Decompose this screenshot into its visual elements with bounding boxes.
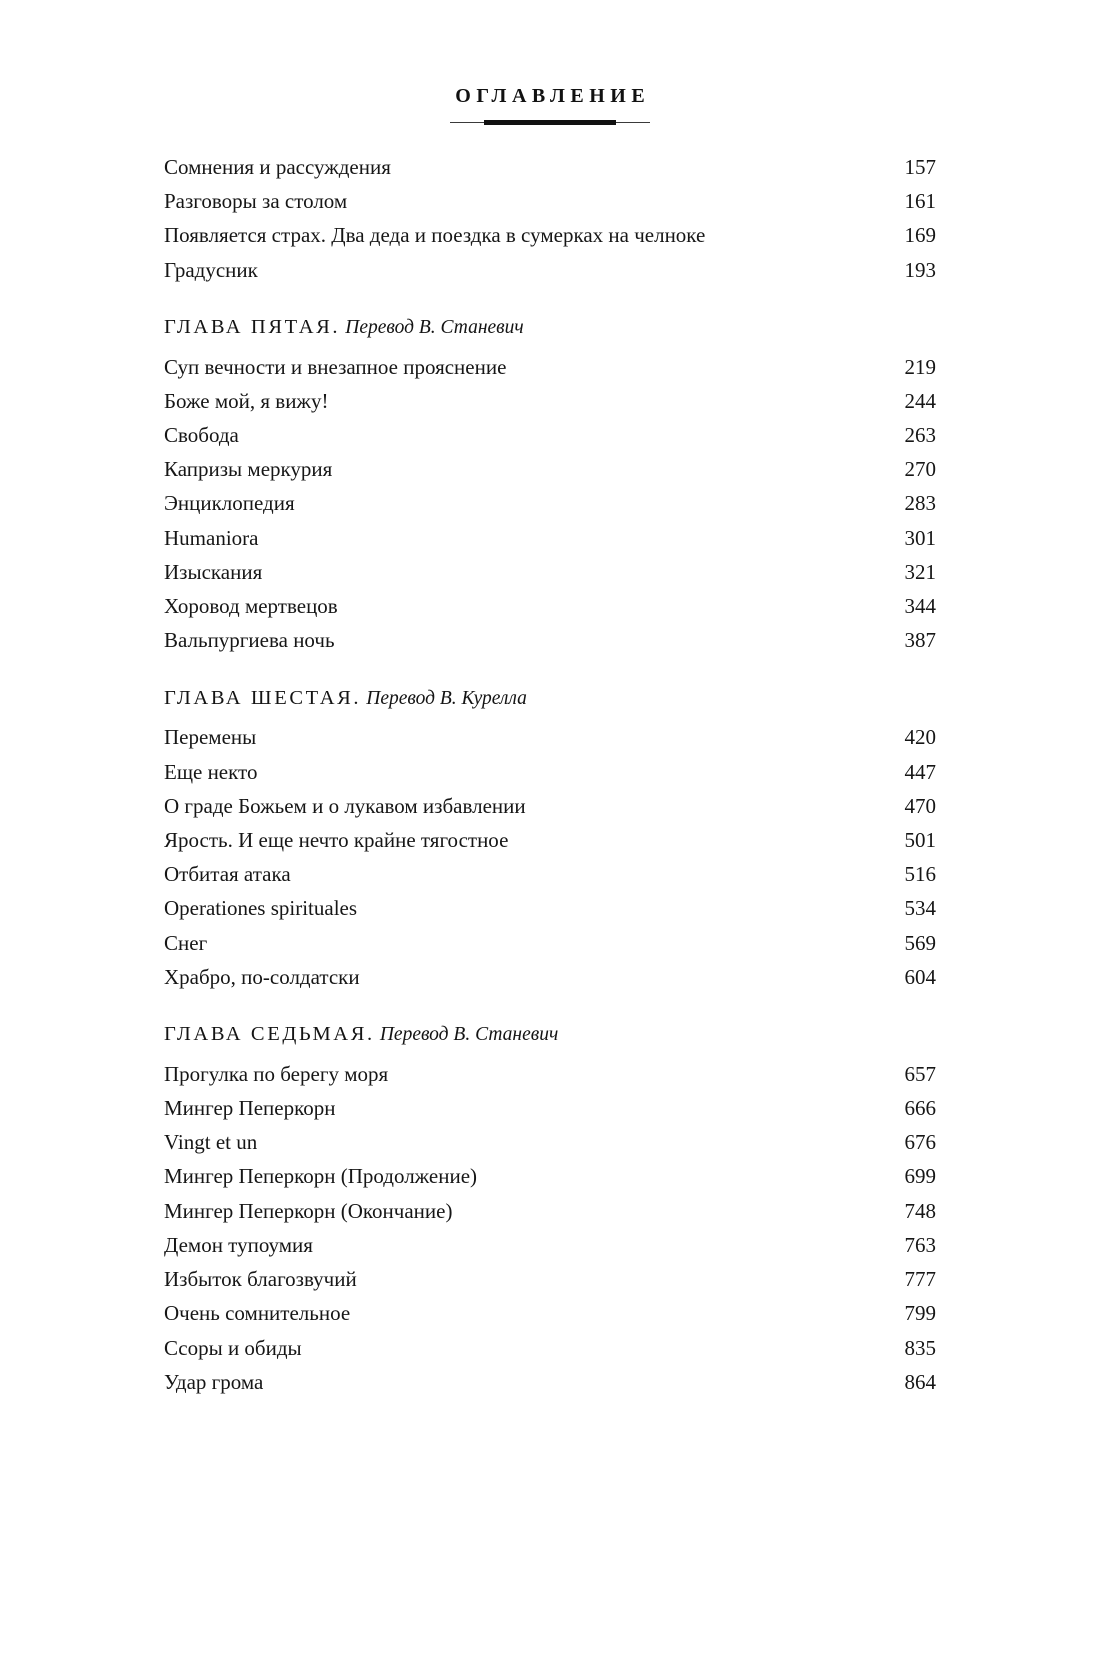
toc-entry[interactable] <box>164 891 936 925</box>
dot-leader <box>303 489 882 510</box>
toc-entry-list <box>164 128 936 1399</box>
toc-group <box>164 994 936 1399</box>
chapter-heading-translator: Перевод В. Станевич <box>345 316 524 338</box>
toc-entry-title: Капризы меркурия <box>164 457 333 482</box>
chapter-heading <box>164 313 936 343</box>
toc-entry-page-number: 219 <box>904 354 936 379</box>
toc-entry[interactable] <box>164 253 936 287</box>
toc-entry-title: Мингер Пеперкорн (Окончание) <box>164 1198 453 1223</box>
dot-leader <box>336 387 882 408</box>
toc-entry[interactable] <box>164 418 936 452</box>
toc-entry[interactable] <box>164 623 936 657</box>
toc-entry-title: Хоровод мертвецов <box>164 594 338 619</box>
dot-leader <box>266 256 882 277</box>
toc-entry-page-number: 604 <box>904 964 936 989</box>
toc-entry[interactable] <box>164 1125 936 1159</box>
dot-leader <box>340 455 882 476</box>
toc-entry-title: Прогулка по берегу моря <box>164 1061 389 1086</box>
toc-entry-title: Удар грома <box>164 1369 264 1394</box>
toc-entry-page-number: 501 <box>904 827 936 852</box>
toc-header <box>0 0 1100 128</box>
toc-entry-page-number: 447 <box>904 759 936 784</box>
dot-leader <box>516 826 882 847</box>
dot-leader <box>358 1299 882 1320</box>
toc-entry[interactable] <box>164 486 936 520</box>
group-spacer <box>164 994 936 1020</box>
toc-entry-title: Humaniora <box>164 525 259 550</box>
toc-entry-page-number: 270 <box>904 457 936 482</box>
decorative-rule <box>450 119 650 128</box>
toc-entry[interactable] <box>164 218 936 252</box>
toc-entry-page-number: 161 <box>904 189 936 214</box>
toc-entry[interactable] <box>164 589 936 623</box>
chapter-heading-name: ГЛАВА СЕДЬМАЯ. <box>164 1023 375 1046</box>
toc-entry[interactable] <box>164 555 936 589</box>
toc-entry-page-number: 777 <box>904 1267 936 1292</box>
toc-entry[interactable] <box>164 384 936 418</box>
toc-entry-page-number: 534 <box>904 896 936 921</box>
toc-entry-page-number: 569 <box>904 930 936 955</box>
toc-entry-page-number: 344 <box>904 594 936 619</box>
dot-leader <box>355 187 882 208</box>
toc-entry-page-number: 244 <box>904 388 936 413</box>
toc-entry[interactable] <box>164 350 936 384</box>
toc-entry-title: Градусник <box>164 257 258 282</box>
toc-entry-page-number: 169 <box>904 223 936 248</box>
toc-entry[interactable] <box>164 755 936 789</box>
group-spacer <box>164 287 936 313</box>
toc-entry-page-number: 657 <box>904 1061 936 1086</box>
toc-entry[interactable] <box>164 1331 936 1365</box>
group-spacer <box>164 658 936 684</box>
page-title: ОГЛАВЛЕНИЕ <box>455 85 651 107</box>
dot-leader <box>321 1231 882 1252</box>
toc-entry-page-number: 263 <box>904 423 936 448</box>
dot-leader <box>265 1128 882 1149</box>
dot-leader <box>266 524 882 545</box>
toc-entry-title: Свобода <box>164 423 239 448</box>
toc-entry-title: Ярость. И еще нечто крайне тягостное <box>164 827 509 852</box>
rule-thick-line <box>484 120 616 125</box>
toc-group <box>164 287 936 658</box>
toc-entry-page-number: 470 <box>904 793 936 818</box>
toc-entry-title: Отбитая атака <box>164 862 291 887</box>
toc-entry[interactable] <box>164 1091 936 1125</box>
toc-entry-title: Мингер Пеперкорн (Продолжение) <box>164 1164 478 1189</box>
toc-entry[interactable] <box>164 1159 936 1193</box>
toc-entry[interactable] <box>164 720 936 754</box>
toc-entry[interactable] <box>164 1365 936 1399</box>
toc-entry-title: Перемены <box>164 725 257 750</box>
toc-entry[interactable] <box>164 789 936 823</box>
toc-entry-page-number: 835 <box>904 1335 936 1360</box>
toc-entry[interactable] <box>164 1057 936 1091</box>
dot-leader <box>271 1368 882 1389</box>
dot-leader <box>365 894 882 915</box>
dot-leader <box>270 558 882 579</box>
toc-entry-page-number: 699 <box>904 1164 936 1189</box>
dot-leader <box>247 421 882 442</box>
toc-entry[interactable] <box>164 960 936 994</box>
dot-leader <box>368 963 882 984</box>
toc-entry-page-number: 666 <box>904 1095 936 1120</box>
dot-leader <box>365 1265 882 1286</box>
dot-leader <box>534 792 882 813</box>
chapter-heading-translator: Перевод В. Станевич <box>379 1024 559 1046</box>
dot-leader <box>399 153 882 174</box>
toc-entry-page-number: 516 <box>904 862 936 887</box>
dot-leader <box>485 1162 882 1183</box>
toc-entry-title: Operationes spirituales <box>164 896 358 921</box>
toc-entry-page-number: 193 <box>904 257 936 282</box>
toc-entry-page-number: 748 <box>904 1198 936 1223</box>
toc-entry-page-number: 157 <box>904 155 936 179</box>
toc-entry-page-number: 387 <box>904 628 936 653</box>
dot-leader <box>310 1334 882 1355</box>
toc-entry-title: Изыскания <box>164 559 263 584</box>
dot-leader <box>460 1197 882 1218</box>
toc-entry-title: Энциклопедия <box>164 491 295 516</box>
toc-entry-title: Мингер Пеперкорн <box>164 1095 336 1120</box>
dot-leader <box>396 1060 882 1081</box>
dot-leader <box>343 626 882 647</box>
toc-entry-title: Боже мой, я вижу! <box>164 388 329 413</box>
toc-entry-page-number: 763 <box>904 1232 936 1257</box>
chapter-heading-name: ГЛАВА ШЕСТАЯ. <box>164 686 362 709</box>
toc-entry-page-number: 321 <box>904 559 936 584</box>
toc-entry-page-number: 864 <box>904 1369 936 1394</box>
chapter-heading-name: ГЛАВА ПЯТАЯ. <box>164 315 341 338</box>
dot-leader <box>514 353 882 374</box>
toc-entry[interactable] <box>164 857 936 891</box>
toc-entry-title: Суп вечности и внезапное прояснение <box>164 354 507 379</box>
toc-entry-title: Появляется страх. Два деда и поездка в сумерках на челноке <box>164 223 706 248</box>
dot-leader <box>713 221 882 242</box>
dot-leader <box>299 860 882 881</box>
toc-group <box>164 658 936 994</box>
toc-entry-title: Сомнения и рассуждения <box>164 155 391 179</box>
toc-entry[interactable] <box>164 926 936 960</box>
toc-entry-title: Вальпургиева ночь <box>164 628 335 653</box>
toc-entry-title: Vingt et un <box>164 1130 258 1155</box>
toc-entry-title: Очень сомнительное <box>164 1301 351 1326</box>
chapter-heading <box>164 684 936 714</box>
toc-entry-title: Еще некто <box>164 759 258 784</box>
toc-entry-title: Снег <box>164 930 208 955</box>
chapter-heading-translator: Перевод В. Курелла <box>366 687 527 709</box>
dot-leader <box>265 758 882 779</box>
toc-entry[interactable] <box>164 1296 936 1330</box>
toc-entry[interactable] <box>164 1228 936 1262</box>
chapter-heading <box>164 1020 936 1050</box>
toc-entry-page-number: 301 <box>904 525 936 550</box>
toc-entry-page-number: 420 <box>904 725 936 750</box>
toc-entry-page-number: 676 <box>904 1130 936 1155</box>
toc-group <box>164 150 936 287</box>
toc-entry[interactable] <box>164 150 936 184</box>
toc-entry-title: Храбро, по-солдатски <box>164 964 360 989</box>
dot-leader <box>346 592 882 613</box>
toc-entry[interactable] <box>164 1194 936 1228</box>
dot-leader <box>264 723 882 744</box>
toc-entry[interactable] <box>164 521 936 555</box>
toc-entry-title: О граде Божьем и о лукавом избавлении <box>164 793 526 818</box>
toc-entry[interactable] <box>164 452 936 486</box>
dot-leader <box>215 929 882 950</box>
toc-entry[interactable] <box>164 1262 936 1296</box>
toc-entry-title: Ссоры и обиды <box>164 1335 302 1360</box>
dot-leader <box>343 1094 882 1115</box>
toc-entry-page-number: 283 <box>904 491 936 516</box>
toc-entry-title: Разговоры за столом <box>164 189 348 214</box>
toc-entry[interactable] <box>164 823 936 857</box>
toc-entry-page-number: 799 <box>904 1301 936 1326</box>
toc-entry-title: Демон тупоумия <box>164 1232 313 1257</box>
toc-entry-title: Избыток благозвучий <box>164 1267 357 1292</box>
toc-entry[interactable] <box>164 184 936 218</box>
